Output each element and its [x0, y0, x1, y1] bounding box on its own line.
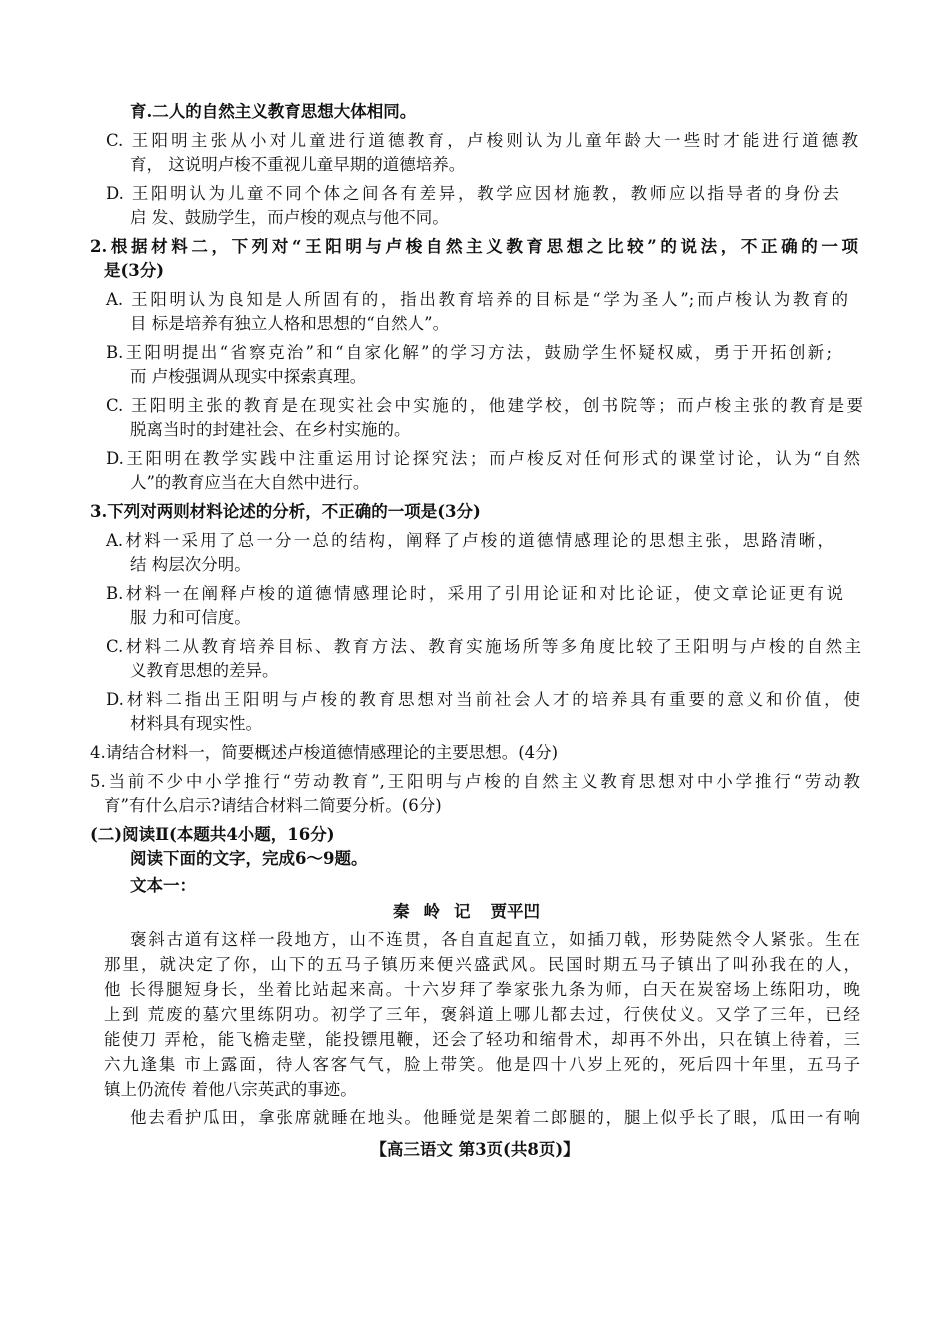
passage-title-row: [393, 900, 540, 924]
q2-option-c-line1: C. 王阳明主张的教育是在现实社会中实施的，他建学校，创书院等；而卢梭主张的教育是要: [106, 396, 863, 415]
q2-stem-line2: 是(3分): [104, 261, 165, 280]
passage-line-2: 那里，就决定了你，山下的五马子镇历来便兴盛武风。民国时期五马子镇出了叫孙我在的人，: [104, 955, 860, 974]
q3-option-a-line2: 结 构层次分明。: [130, 555, 251, 574]
q2-option-c-line2: 脱离当时的封建社会、在乡村实施的。: [130, 420, 411, 439]
passage-line-4: 上到 荒废的墓穴里练阴功。初学了三年，褒斜道上哪儿都去过，行侠仗义。又学了三年，已经: [104, 1005, 860, 1024]
q2-option-d-line2: 人”的教育应当在大自然中进行。: [130, 473, 370, 492]
q1-option-d-line1: D. 王阳明认为儿童不同个体之间各有差异，教学应因材施教，教师应以指导者的身份去: [106, 184, 839, 203]
passage-line-6: 六九逢集 市上露面，待人客客气气，脸上带笑。他是四十八岁上死的，死后四十年里，五马子: [104, 1055, 860, 1074]
passage-author: 贾平凹: [490, 902, 540, 921]
page-footer: 【高三语文 第3页(共8页)】: [370, 1140, 580, 1159]
q3-option-c-line1: C.材料二从教育培养目标、教育方法、教育实施场所等多角度比较了王阳明与卢梭的自然主: [106, 637, 861, 656]
q2-option-a-line2: 目 标是培养有独立人格和思想的“自然人”。: [130, 314, 450, 333]
q1-option-c-line1: C. 王阳明主张从小对儿童进行道德教育，卢梭则认为儿童年龄大一些时才能进行道德教: [106, 131, 858, 150]
q3-option-c-line2: 义教育思想的差异。: [130, 661, 279, 680]
q1-option-d-line2: 启 发、鼓励学生，而卢梭的观点与他不同。: [130, 208, 449, 227]
passage-line-7: 镇上仍流传 着他八宗英武的事迹。: [104, 1080, 357, 1099]
passage-line-8: 他去看护瓜田，拿张席就睡在地头。他睡觉是架着二郎腿的，腿上似乎长了眼，瓜田一有响: [130, 1108, 860, 1127]
q3-stem: 3.下列对两则材料论述的分析，不正确的一项是(3分): [90, 502, 481, 521]
q3-option-d-line1: D.材料二指出王阳明与卢梭的教育思想对当前社会人才的培养具有重要的意义和价值，使: [106, 690, 860, 709]
q5-stem-line2: 育”有什么启示?请结合材料二简要分析。(6分): [104, 796, 442, 815]
passage-line-5: 能使刀 弄枪，能飞檐走壁，能投镖甩鞭，还会了轻功和缩骨术，却再不外出，只在镇上待着，三: [104, 1030, 860, 1049]
text-label: 文本一：: [130, 876, 196, 895]
q2-option-b-line1: B.王阳明提出“省察克治”和“自家化解”的学习方法，鼓励学生怀疑权威，勇于开拓创新;: [106, 343, 832, 362]
q2-option-a-line1: A. 王阳明认为良知是人所固有的，指出教育培养的目标是“学为圣人”;而卢梭认为教育的: [106, 290, 848, 309]
section-heading: (二)阅读Ⅱ(本题共4小题，16分): [90, 825, 335, 844]
q2-option-b-line2: 而 卢梭强调从现实中探索真理。: [130, 367, 367, 386]
q3-option-a-line1: A.材料一采用了总一分一总的结构，阐释了卢梭的道德情感理论的思想主张，思路清晰，: [106, 531, 834, 550]
q2-stem-line1: 2.根据材料二，下列对“王阳明与卢梭自然主义教育思想之比较”的说法，不正确的一项: [90, 237, 858, 256]
q1-option-c-line2: 育， 这说明卢梭不重视儿童早期的道德培养。: [130, 155, 466, 174]
q4-stem: 4.请结合材料一，简要概述卢梭道德情感理论的主要思想。(4分): [90, 743, 559, 762]
passage-line-3: 他 长得腿短身长，坐着比站起来高。十六岁拜了拳家张九条为师，白天在炭窑场上练阳功，晚: [104, 980, 860, 999]
passage-line-1: 褒斜古道有这样一段地方，山不连贯，各自直起直立，如插刀戟，形势陡然令人紧张。生在: [130, 930, 860, 949]
q5-stem-line1: 5.当前不少中小学推行“劳动教育”,王阳明与卢梭的自然主义教育思想对中小学推行“劳动教: [90, 772, 860, 791]
section-instruction: 阅读下面的文字，完成6～9题。: [130, 849, 368, 868]
q3-option-b-line1: B.材料一在阐释卢梭的道德情感理论时，采用了引用论证和对比论证，使文章论证更有说: [106, 584, 843, 603]
passage-title: 秦岭记: [393, 902, 485, 921]
q3-option-b-line2: 服 力和可信度。: [130, 608, 251, 627]
q2-option-d-line1: D.王阳明在教学实践中注重运用讨论探究法；而卢梭反对任何形式的课堂讨论，认为“自然: [106, 449, 860, 468]
q3-option-d-line2: 材料具有现实性。: [130, 714, 262, 733]
q1-option-b-tail: 育.二人的自然主义教育思想大体相同。: [130, 102, 417, 121]
